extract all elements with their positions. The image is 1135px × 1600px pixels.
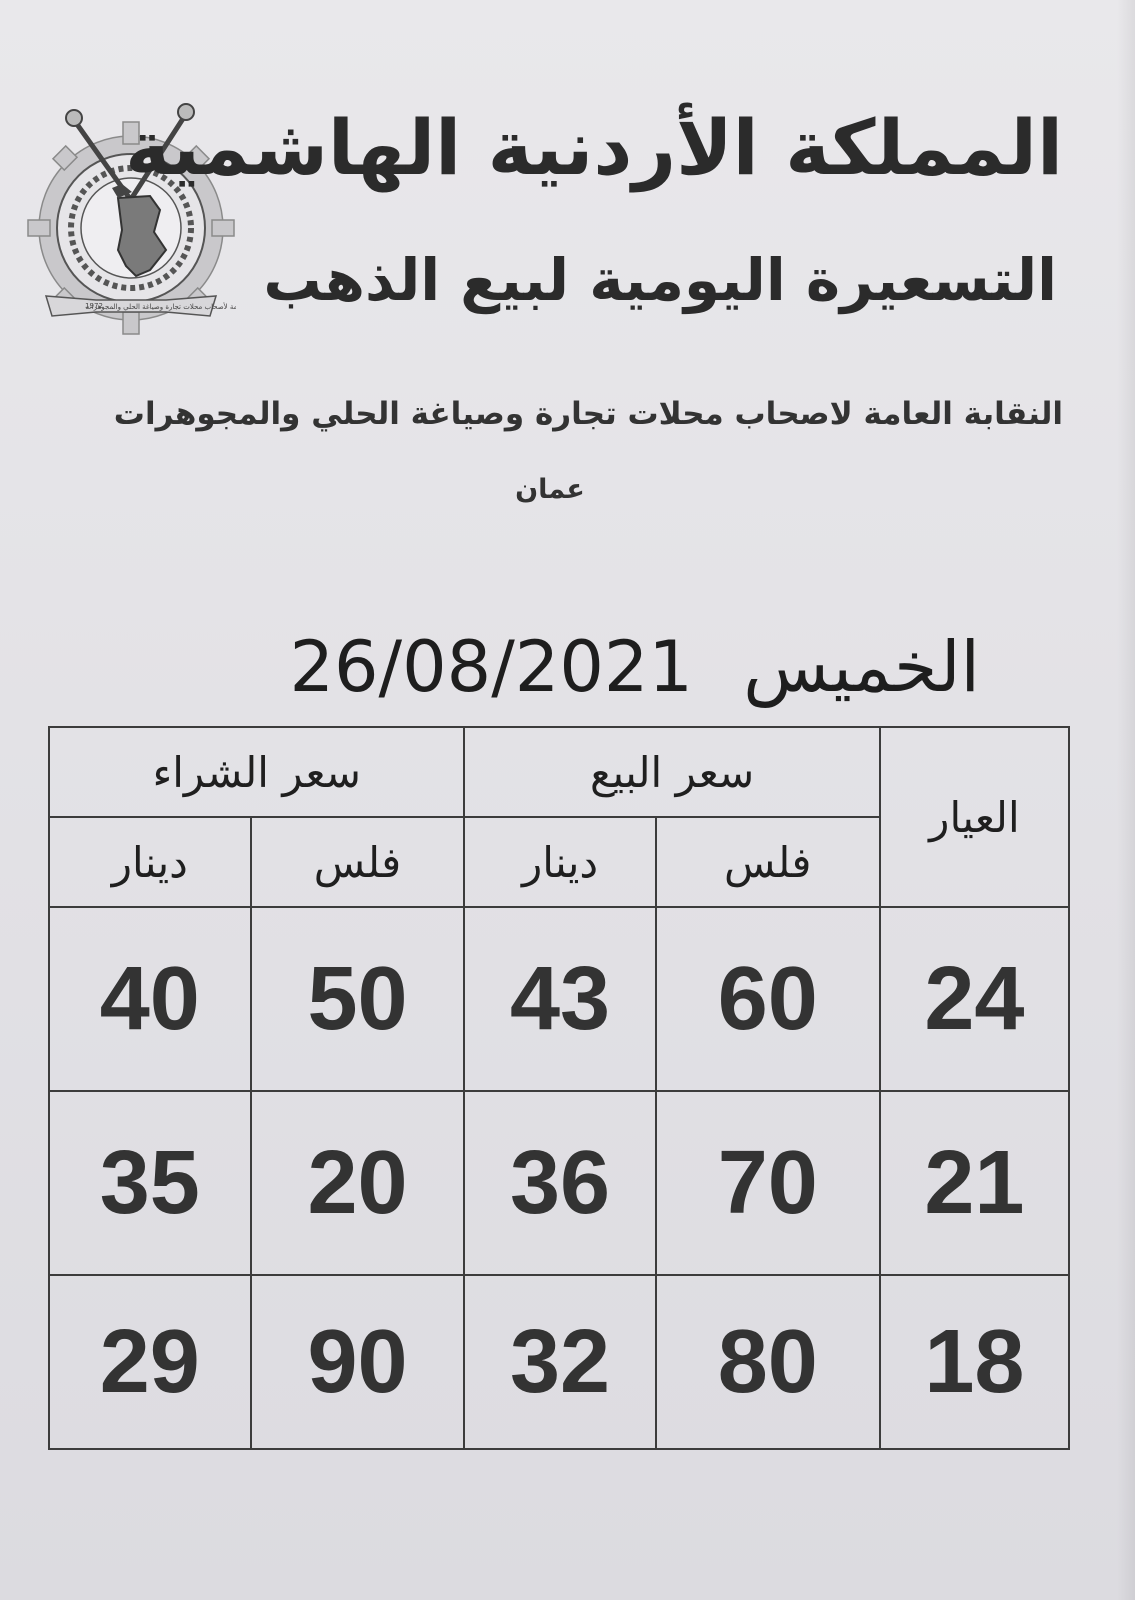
buy-fils-cell: 20 <box>251 1091 465 1275</box>
table-row <box>49 907 1069 1091</box>
buy-fils-header: فلس <box>251 817 465 907</box>
table-row <box>49 1275 1069 1449</box>
logo-year: 1972 <box>85 302 103 310</box>
sell-price-header: سعر البيع <box>464 727 879 817</box>
karat-cell: 21 <box>880 1091 1069 1275</box>
buy-dinar-cell: 29 <box>49 1275 251 1449</box>
organization-name: النقابة العامة لاصحاب محلات تجارة وصياغة الحلي والمجوهرات <box>113 396 1063 432</box>
date-line <box>180 622 980 712</box>
buy-price-header: سعر الشراء <box>49 727 464 817</box>
table-row <box>49 1091 1069 1275</box>
sell-fils-cell: 70 <box>656 1091 880 1275</box>
buy-dinar-cell: 35 <box>49 1091 251 1275</box>
sell-dinar-cell: 43 <box>464 907 655 1091</box>
karat-cell: 24 <box>880 907 1069 1091</box>
buy-dinar-header: دينار <box>49 817 251 907</box>
sell-dinar-cell: 32 <box>464 1275 655 1449</box>
buy-fils-cell: 50 <box>251 907 465 1091</box>
karat-header: العيار <box>880 727 1069 907</box>
logo-text: مة لأصحاب محلات تجارة وصياغة الحلي والمجوهرات <box>85 303 236 311</box>
buy-dinar-cell: 40 <box>49 907 251 1091</box>
sell-dinar-header: دينار <box>464 817 655 907</box>
price-table <box>48 726 1070 1450</box>
karat-cell: 18 <box>880 1275 1069 1449</box>
sell-fils-cell: 60 <box>656 907 880 1091</box>
sell-fils-header: فلس <box>656 817 880 907</box>
sell-fils-cell: 80 <box>656 1275 880 1449</box>
page-subtitle: التسعيرة اليومية لبيع الذهب <box>263 246 1057 314</box>
city-name: عمان <box>515 474 585 505</box>
day-name: الخميس <box>743 626 980 708</box>
date-value: 26/08/2021 <box>289 626 693 708</box>
buy-fils-cell: 90 <box>251 1275 465 1449</box>
sell-dinar-cell: 36 <box>464 1091 655 1275</box>
page-title: المملكة الأردنية الهاشمية <box>125 103 1063 192</box>
